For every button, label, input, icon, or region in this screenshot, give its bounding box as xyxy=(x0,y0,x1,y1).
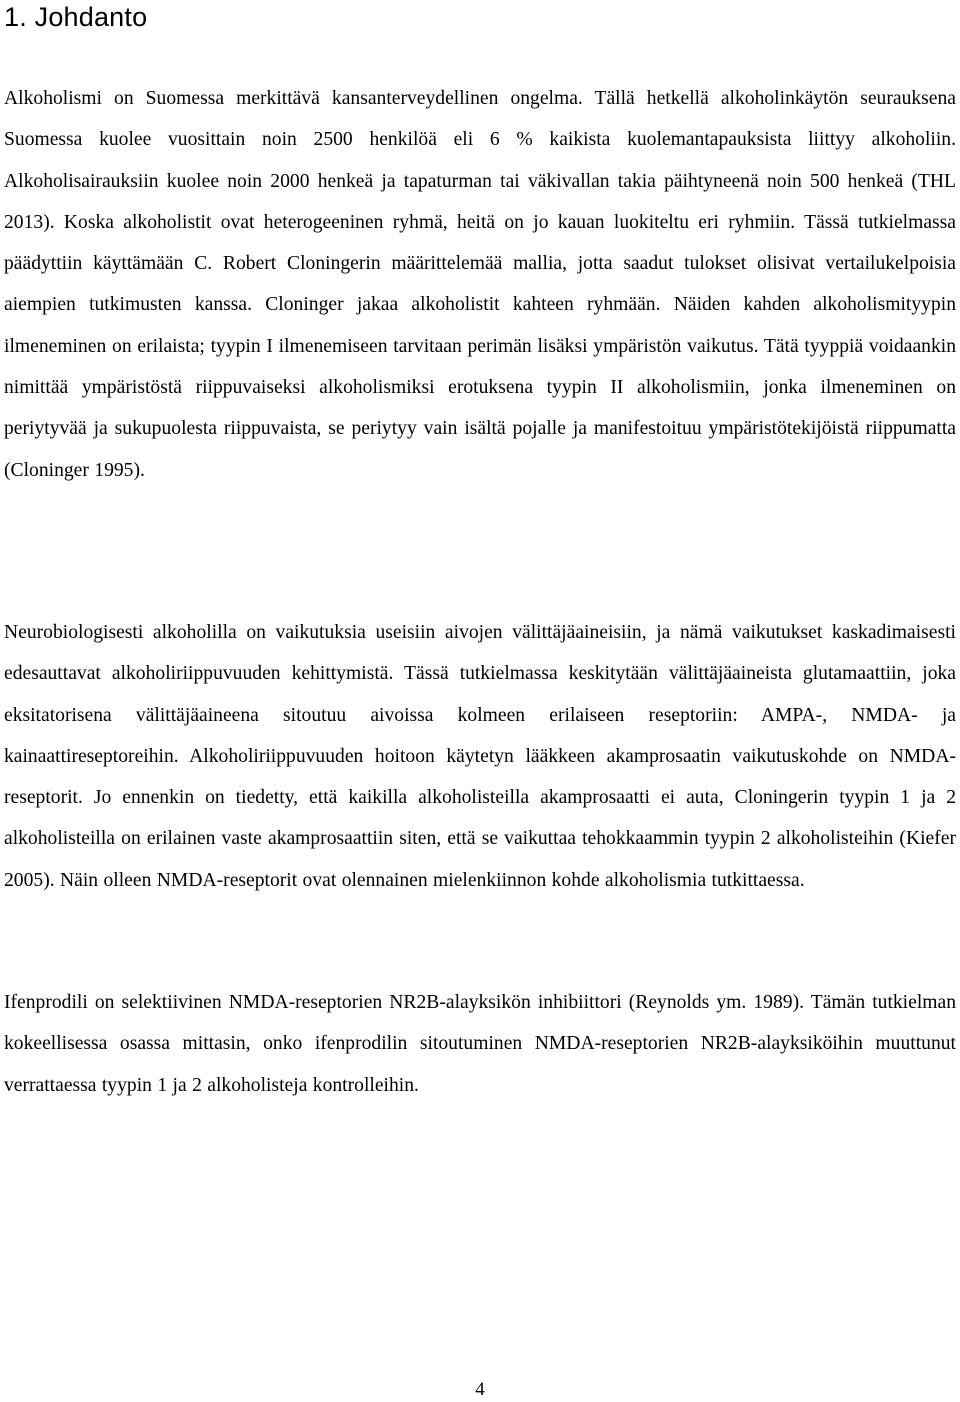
page-number: 4 xyxy=(475,1379,485,1400)
section-heading: 1. Johdanto xyxy=(4,2,148,32)
paragraph-2: Neurobiologisesti alkoholilla on vaikutuksia useisiin aivojen välittäjäaineisiin, ja nämä vaikutukset kaskadimaisesti edesauttavat alkoholiriippuvuuden kehittymistä. Tässä tutkielmassa keskitytään välittäjäaineista glutamaattiin, joka eksitatorisena välittäjäaineena sitoutuu aivoissa kolmeen erilaiseen reseptoriin: AMPA-, NMDA- ja kainaattireseptoreihin. Alkoholiriippuvuuden hoitoon käytetyn lääkkeen akamprosaatin vaikutuskohde on NMDA-reseptorit. Jo ennenkin on tiedetty, että kaikilla alkoholisteilla akamprosaatti ei auta, Cloningerin tyypin 1 ja 2 alkoholisteilla on erilainen vaste akamprosaattiin siten, että se vaikuttaa tehokkaammin tyypin 2 alkoholisteihin (Kiefer 2005). Näin olleen NMDA-reseptorit ovat olennainen mielenkiinnon kohde alkoholismia tutkittaessa. xyxy=(4,622,956,891)
paragraph-1: Alkoholismi on Suomessa merkittävä kansanterveydellinen ongelma. Tällä hetkellä alkoholinkäytön seurauksena Suomessa kuolee vuosittain noin 2500 henkilöä eli 6 % kaikista kuolemantapauksista liittyy alkoholiin. Alkoholisairauksiin kuolee noin 2000 henkeä ja tapaturman tai väkivallan takia päihtyneenä noin 500 henkeä (THL 2013). Koska alkoholistit ovat heterogeeninen ryhmä, heitä on jo kauan luokiteltu eri ryhmiin. Tässä tutkielmassa päädyttiin käyttämään C. Robert Cloningerin määrittelemää mallia, jotta saadut tulokset olisivat vertailukelpoisia aiempien tutkimusten kanssa. Cloninger jakaa alkoholistit kahteen ryhmään. Näiden kahden alkoholismityypin ilmeneminen on erilaista; tyypin I ilmenemiseen tarvitaan perimän lisäksi ympäristön vaikutus. Tätä tyyppiä voidaankin nimittää ympäristöstä riippuvaiseksi alkoholismiksi erotuksena tyypin II alkoholismiin, jonka ilmeneminen on periytyvää ja sukupuolesta riippuvaista, se periytyy vain isältä pojalle ja manifestoituu ympäristötekijöistä riippumatta (Cloninger 1995). xyxy=(4,88,956,481)
paragraph-3: Ifenprodili on selektiivinen NMDA-reseptorien NR2B-alayksikön inhibiittori (Reynolds ym. 1989). Tämän tutkielman kokeellisessa osassa mittasin, onko ifenprodilin sitoutuminen NMDA-reseptorien NR2B-alayksiköihin muuttunut verrattaessa tyypin 1 ja 2 alkoholisteja kontrolleihin. xyxy=(4,992,956,1096)
